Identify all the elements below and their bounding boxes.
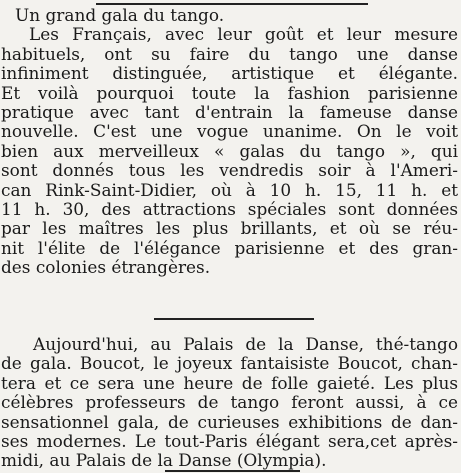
article-line: ses modernes. Le tout-Paris élégant sera,cet après- <box>1 430 458 451</box>
article-line: sensationnel gala, de curieuses exhibitions de dan- <box>1 411 458 432</box>
article-line: nouvelle. C'est une vogue unanime. On le voit <box>1 121 458 142</box>
article-palais-de-la-danse <box>1 335 458 471</box>
article-title: Un grand gala du tango. <box>15 5 225 25</box>
article-line: habituels, ont su faire du tango une danse <box>1 43 458 64</box>
article-line: pratique avec tant d'entrain la fameuse danse <box>1 101 458 122</box>
article-line: Les Français, avec leur goût et leur mesure <box>29 24 458 45</box>
article-gala-du-tango <box>1 6 458 277</box>
article-line: bien aux merveilleux « galas du tango », qui <box>1 140 458 161</box>
article-line: infiniment distinguée, artistique et élégante. <box>1 63 458 84</box>
article-line: 11 h. 30, des attractions spéciales sont données <box>1 198 458 219</box>
article-line: nit l'élite de l'élégance parisienne et des gran- <box>1 237 458 258</box>
article-line: par les maîtres les plus brillants, et où se réu- <box>1 218 458 239</box>
section-rule <box>154 318 314 320</box>
article-line: de gala. Boucot, le joyeux fantaisiste Boucot, chan- <box>1 353 458 374</box>
article-line: sont donnés tous les vendredis soir à l'Ameri- <box>1 160 458 181</box>
article-line: célèbres professeurs de tango feront aussi, à ce <box>1 392 458 413</box>
article-line: Et voilà pourquoi toute la fashion parisienne <box>1 82 458 103</box>
article-line: des colonies étrangères. <box>1 257 211 278</box>
bottom-rule <box>165 470 300 472</box>
article-line: Aujourd'hui, au Palais de la Danse, thé-tango <box>33 334 458 354</box>
article-line: midi, au Palais de la Danse (Olympia). <box>1 450 327 471</box>
article-line: tera et ce sera une heure de folle gaieté. Les plus <box>1 372 458 393</box>
article-line: can Rink-Saint-Didier, où à 10 h. 15, 11 h. et <box>1 179 458 200</box>
